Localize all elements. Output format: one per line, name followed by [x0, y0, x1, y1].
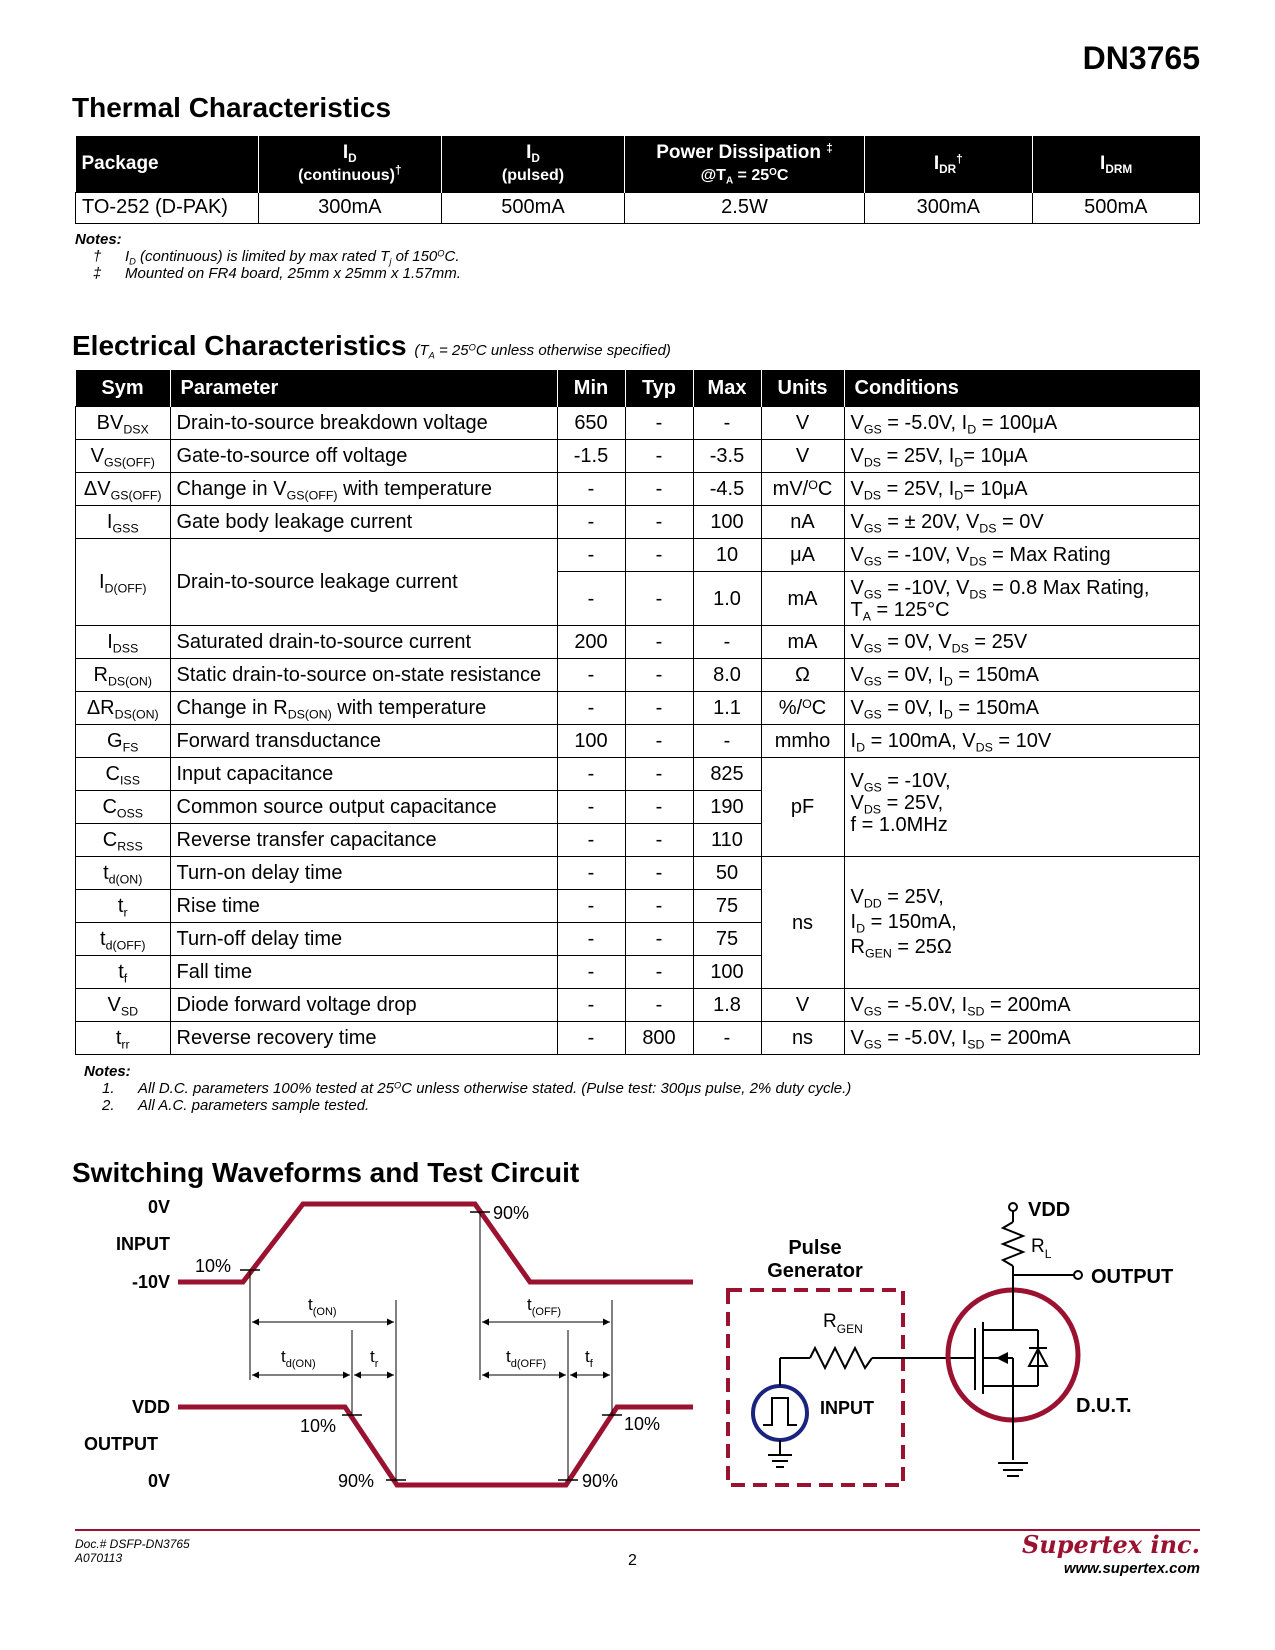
cond-cell: $V_{GS} = -10V$, $V_{DS} = 25V$, f = 1.0MHz	[844, 758, 1200, 857]
typ-cell: -	[625, 506, 693, 539]
th-idrm: $I_{DRM}$	[1032, 136, 1199, 192]
doc-revision: A070113	[75, 1551, 123, 1565]
units-cell: mA	[761, 572, 844, 626]
max-cell: -4.5	[693, 473, 761, 506]
min-cell: -	[557, 692, 625, 725]
electrical-note-1: 1. All D.C. parameters 100% tested at $25^OC$ unless otherwise stated. (Pulse test: 300μs pulse, 2% duty cycle.)	[102, 1080, 852, 1097]
cond-cell: $V_{GS} = 0V$, $I_D = 150mA$	[844, 692, 1200, 725]
max-cell: 75	[693, 923, 761, 956]
typ-cell: -	[625, 407, 693, 440]
param-cell: Rise time	[170, 890, 557, 923]
min-cell: -	[557, 890, 625, 923]
max-cell: -3.5	[693, 440, 761, 473]
circuit-output-label: OUTPUT	[1091, 1266, 1174, 1288]
max-cell: 1.8	[693, 989, 761, 1022]
typ-cell: -	[625, 890, 693, 923]
sym-cell: $\Delta V_{GS(OFF)}$	[76, 473, 171, 506]
input-neg10v-label: -10V	[131, 1272, 170, 1292]
toff-label: $t_{(OFF)}$	[527, 1295, 562, 1318]
th-min: Min	[557, 370, 625, 407]
cond-cell: $V_{DS} = 25V$, $I_D= 10\mu A$	[844, 440, 1200, 473]
units-cell: μA	[761, 539, 844, 572]
param-cell: Diode forward voltage drop	[170, 989, 557, 1022]
min-cell: 650	[557, 407, 625, 440]
crossing-ticks	[240, 1212, 622, 1480]
typ-cell: -	[625, 956, 693, 989]
typ-cell: -	[625, 539, 693, 572]
max-cell: -	[693, 1022, 761, 1055]
doc-number: Doc.# DSFP-DN3765	[75, 1537, 190, 1551]
sym-cell: $C_{RSS}$	[76, 824, 171, 857]
dut-label: D.U.T.	[1076, 1395, 1132, 1417]
min-cell: -	[557, 506, 625, 539]
tr-label: $t_r$	[370, 1347, 379, 1370]
min-cell: -	[557, 539, 625, 572]
min-cell: -	[557, 857, 625, 890]
units-cell: V	[761, 989, 844, 1022]
input-90pct-label: 90%	[493, 1203, 530, 1223]
sym-cell: $I_{D(OFF)}$	[76, 539, 171, 626]
sym-cell: $C_{OSS}$	[76, 791, 171, 824]
supertex-logo: Supertex inc.	[1021, 1530, 1200, 1559]
vdd-label: VDD	[1028, 1199, 1071, 1221]
min-cell: -	[557, 473, 625, 506]
th-conditions: Conditions	[844, 370, 1200, 407]
max-cell: 75	[693, 890, 761, 923]
cond-cell: $V_{GS} = -10V$, $V_{DS} = 0.8$ Max Rating, $T_A = 125^\circ C$	[844, 572, 1200, 626]
page-number: 2	[628, 1552, 637, 1569]
th-id-cont: $I_D$ (continuous)†	[258, 136, 441, 192]
tdon-label: $t_{d(ON)}$	[281, 1347, 316, 1370]
typ-cell: -	[625, 857, 693, 890]
cell-idr: 300mA	[864, 192, 1032, 223]
input-0v-label: 0V	[147, 1197, 170, 1217]
param-cell: Change in $R_{DS(ON)}$ with temperature	[170, 692, 557, 725]
part-number: DN3765	[1082, 40, 1200, 76]
param-cell: Change in $V_{GS(OFF)}$ with temperature	[170, 473, 557, 506]
typ-cell: -	[625, 725, 693, 758]
typ-cell: -	[625, 659, 693, 692]
output-10pct-label-right: 10%	[624, 1414, 661, 1434]
units-cell: mmho	[761, 725, 844, 758]
electrical-notes-label: Notes:	[84, 1063, 131, 1080]
max-cell: 825	[693, 758, 761, 791]
output-90pct-label-right: 90%	[582, 1471, 619, 1491]
output-vdd-label: VDD	[131, 1397, 170, 1417]
pulse-generator-box	[728, 1290, 903, 1485]
min-cell: -	[557, 758, 625, 791]
cond-cell: $V_{DS} = 25V$, $I_D= 10\mu A$	[844, 473, 1200, 506]
cond-cell: $V_{GS} = -10V$, $V_{DS}$ = Max Rating	[844, 539, 1200, 572]
min-cell: -	[557, 1022, 625, 1055]
th-typ: Typ	[625, 370, 693, 407]
th-idr: $I_{DR}^\dagger$	[864, 136, 1032, 192]
cond-cell: $V_{GS} = 0V$, $I_D = 150mA$	[844, 659, 1200, 692]
units-cell: nA	[761, 506, 844, 539]
cond-cell: $V_{GS} = -5.0V$, $I_D = 100\mu A$	[844, 407, 1200, 440]
thermal-note-2: ‡ Mounted on FR4 board, 25mm x 25mm x 1.57mm.	[93, 265, 461, 282]
typ-cell: -	[625, 572, 693, 626]
mosfet-arrow-icon	[996, 1352, 1008, 1364]
param-cell: Turn-on delay time	[170, 857, 557, 890]
sym-cell: $R_{DS(ON)}$	[76, 659, 171, 692]
th-power-dissipation: Power Dissipation ‡ $@T_A = 25^OC$	[625, 136, 865, 192]
units-cell: Ω	[761, 659, 844, 692]
electrical-note-2: 2. All A.C. parameters sample tested.	[102, 1097, 370, 1114]
typ-cell: -	[625, 791, 693, 824]
units-cell: mV/$^O$C	[761, 473, 844, 506]
footer-doc	[75, 1537, 190, 1565]
tf-label: $t_f$	[585, 1347, 593, 1370]
max-cell: 110	[693, 824, 761, 857]
max-cell: -	[693, 407, 761, 440]
max-cell: 10	[693, 539, 761, 572]
cond-cell: $V_{GS}$ = ± 20V, $V_{DS} = 0V$	[844, 506, 1200, 539]
th-max: Max	[693, 370, 761, 407]
cond-cell: $V_{GS} = 0V$, $V_{DS} = 25V$	[844, 626, 1200, 659]
typ-cell: -	[625, 626, 693, 659]
sym-cell: $I_{DSS}$	[76, 626, 171, 659]
sym-cell: $G_{FS}$	[76, 725, 171, 758]
th-parameter: Parameter	[170, 370, 557, 407]
units-cell: ns	[761, 857, 844, 989]
cell-package: TO-252 (D-PAK)	[76, 192, 259, 223]
input-label: INPUT	[116, 1234, 170, 1254]
sym-cell: $t_f$	[76, 956, 171, 989]
min-cell: -	[557, 989, 625, 1022]
units-cell: %/$^O$C	[761, 692, 844, 725]
cell-id-pulsed: 500mA	[441, 192, 624, 223]
param-cell: Input capacitance	[170, 758, 557, 791]
electrical-title: Electrical Characteristics ($T_A = 25^OC$ unless otherwise specified)	[72, 330, 671, 361]
units-cell: pF	[761, 758, 844, 857]
units-cell: V	[761, 440, 844, 473]
sym-cell: $t_r$	[76, 890, 171, 923]
min-cell: -	[557, 923, 625, 956]
typ-cell: 800	[625, 1022, 693, 1055]
typ-cell: -	[625, 824, 693, 857]
cell-id-cont: 300mA	[258, 192, 441, 223]
rl-label: $R_L$	[1031, 1236, 1052, 1261]
min-cell: -	[557, 791, 625, 824]
cond-cell: $I_D = 100mA$, $V_{DS} = 10V$	[844, 725, 1200, 758]
max-cell: 190	[693, 791, 761, 824]
min-cell: -	[557, 956, 625, 989]
param-cell: Saturated drain-to-source current	[170, 626, 557, 659]
max-cell: 8.0	[693, 659, 761, 692]
param-cell: Static drain-to-source on-state resistance	[170, 659, 557, 692]
param-cell: Drain-to-source leakage current	[170, 539, 557, 626]
sym-cell: $BV_{DSX}$	[76, 407, 171, 440]
cond-cell: $V_{GS} = -5.0V$, $I_{SD} = 200mA$	[844, 989, 1200, 1022]
typ-cell: -	[625, 692, 693, 725]
typ-cell: -	[625, 440, 693, 473]
rgen-label: $R_{GEN}$	[823, 1311, 863, 1336]
max-cell: 1.1	[693, 692, 761, 725]
th-id-pulsed: $I_D$ (pulsed)	[441, 136, 624, 192]
min-cell: 100	[557, 725, 625, 758]
units-cell: V	[761, 407, 844, 440]
param-cell: Gate body leakage current	[170, 506, 557, 539]
units-cell: mA	[761, 626, 844, 659]
input-10pct-label: 10%	[195, 1256, 232, 1276]
param-cell: Gate-to-source off voltage	[170, 440, 557, 473]
param-cell: Drain-to-source breakdown voltage	[170, 407, 557, 440]
min-cell: -	[557, 824, 625, 857]
param-cell: Reverse recovery time	[170, 1022, 557, 1055]
sym-cell: $t_{rr}$	[76, 1022, 171, 1055]
max-cell: -	[693, 626, 761, 659]
output-10pct-label: 10%	[300, 1416, 337, 1436]
max-cell: 1.0	[693, 572, 761, 626]
electrical-subtitle: ($T_A = 25^OC$ unless otherwise specified)	[414, 342, 671, 361]
thermal-notes-label: Notes:	[75, 231, 122, 248]
th-sym: Sym	[76, 370, 171, 407]
th-units: Units	[761, 370, 844, 407]
thermal-note-1: † $I_D$ (continuous) is limited by max rated $T_j$ of $150^OC$.	[93, 248, 460, 267]
min-cell: -1.5	[557, 440, 625, 473]
sym-cell: $V_{GS(OFF)}$	[76, 440, 171, 473]
pulse-generator-label-2: Generator	[767, 1260, 863, 1282]
switching-title: Switching Waveforms and Test Circuit	[72, 1157, 580, 1188]
guide-lines	[250, 1212, 612, 1480]
th-package: Package	[76, 136, 259, 192]
param-cell: Reverse transfer capacitance	[170, 824, 557, 857]
cond-cell: $V_{DD} = 25V$, $I_D = 150mA$, $R_{GEN} = 25\Omega$	[844, 857, 1200, 989]
param-cell: Turn-off delay time	[170, 923, 557, 956]
param-cell: Common source output capacitance	[170, 791, 557, 824]
min-cell: -	[557, 659, 625, 692]
param-cell: Forward transductance	[170, 725, 557, 758]
pulse-generator-label-1: Pulse	[788, 1237, 842, 1259]
output-0v-label: 0V	[147, 1471, 170, 1491]
output-90pct-label-left: 90%	[338, 1471, 375, 1491]
max-cell: -	[693, 725, 761, 758]
max-cell: 50	[693, 857, 761, 890]
output-label: OUTPUT	[84, 1434, 158, 1454]
sym-cell: $C_{ISS}$	[76, 758, 171, 791]
sym-cell: $t_{d(ON)}$	[76, 857, 171, 890]
sym-cell: $I_{GSS}$	[76, 506, 171, 539]
sym-cell: $\Delta R_{DS(ON)}$	[76, 692, 171, 725]
tdoff-label: $t_{d(OFF)}$	[506, 1347, 547, 1370]
sym-cell: $V_{SD}$	[76, 989, 171, 1022]
pulse-source-icon	[753, 1386, 807, 1440]
website-link[interactable]: www.supertex.com	[1063, 1560, 1200, 1577]
max-cell: 100	[693, 506, 761, 539]
min-cell: 200	[557, 626, 625, 659]
circuit-input-label: INPUT	[820, 1398, 874, 1418]
mosfet-symbol	[975, 1290, 1047, 1476]
param-cell: Fall time	[170, 956, 557, 989]
min-cell: -	[557, 572, 625, 626]
max-cell: 100	[693, 956, 761, 989]
typ-cell: -	[625, 989, 693, 1022]
typ-cell: -	[625, 923, 693, 956]
units-cell: ns	[761, 1022, 844, 1055]
cell-idrm: 500mA	[1032, 192, 1199, 223]
thermal-title: Thermal Characteristics	[72, 92, 392, 123]
sym-cell: $t_{d(OFF)}$	[76, 923, 171, 956]
typ-cell: -	[625, 758, 693, 791]
ton-label: $t_{(ON)}$	[308, 1295, 337, 1318]
typ-cell: -	[625, 473, 693, 506]
cond-cell: $V_{GS} = -5.0V$, $I_{SD} = 200mA$	[844, 1022, 1200, 1055]
cell-pd: 2.5W	[625, 192, 865, 223]
